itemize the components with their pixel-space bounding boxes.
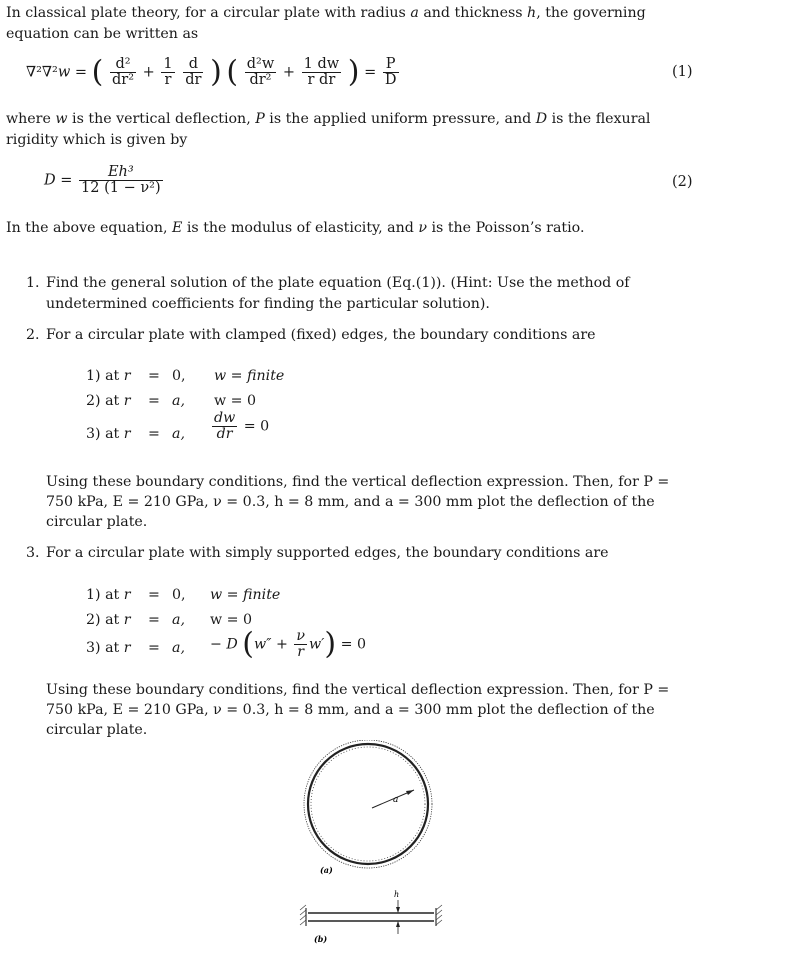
task-paragraph-simple: Using these boundary conditions, find the vertical deflection expression. Then, for P = 750 kPa, E = 210 GPa, ν = 0.3, h = 8 mm, and a = 300 mm plot the deflection of the circular plate. [46, 682, 670, 738]
bc-simple-row-3: 3) at r = a, − D (w″ + $\frac{\nu}{r}$ w′) = 0 [86, 626, 367, 662]
equation-2-number: (2) [672, 174, 693, 190]
equation-2: D = $\frac{\text{Eh³}}{\text{12 (1 − ν²)}}$ [44, 164, 161, 196]
modulus-paragraph: In the above equation, E is the modulus of elasticity, and ν is the Poisson’s ratio. [6, 220, 585, 236]
definition-paragraph: where w is the vertical deflection, P is the applied uniform pressure, and D is the flexural rigidity which is given by [6, 111, 651, 148]
list-item-1: 1. Find the general solution of the plate equation (Eq.(1)). (Hint: Use the method of undetermined coefficients for finding the particular solution). [26, 275, 630, 312]
bc-clamped-row-1: 1) at r = 0, w = finite [86, 368, 285, 384]
figure-label-b: (b) [314, 934, 328, 944]
list-item-2: 2. For a circular plate with clamped (fixed) edges, the boundary conditions are [26, 327, 596, 343]
list-item-3: 3. For a circular plate with simply supported edges, the boundary conditions are [26, 545, 609, 561]
equation-1-number: (1) [672, 64, 693, 80]
plate-figure [290, 740, 450, 960]
bc-clamped-table [86, 365, 346, 460]
bc-clamped-row-2: 2) at r = a, w = 0 [86, 393, 257, 409]
task-paragraph-clamped: Using these boundary conditions, find the vertical deflection expression. Then, for P = 750 kPa, E = 210 GPa, ν = 0.3, h = 8 mm, and a = 300 mm plot the deflection of the circular plate. [46, 474, 670, 530]
thickness-label: h [394, 890, 400, 899]
bc-clamped-row-3: 3) at r = a, $\frac{dw}{dr}$ = 0 [86, 410, 270, 442]
radius-label: a [393, 795, 399, 805]
intro-paragraph: In classical plate theory, for a circular plate with radius a and thickness h, the governing equation can be written as [6, 5, 646, 42]
plate-side-view [300, 890, 442, 944]
figure-label-a: (a) [320, 865, 333, 875]
bc-simple-row-1: 1) at r = 0, w = finite [86, 587, 281, 603]
bc-simple-table [86, 584, 386, 674]
plate-top-view [304, 740, 432, 875]
bc-simple-row-2: 2) at r = a, w = 0 [86, 612, 253, 628]
equation-1: ∇²∇²w = ( $\frac{\text{d²}}{\text{dr²}}$ + $\frac{1}{r}$ $\frac{d}{dr}$ ) ( $\frac{\text{d²w}}{\text{dr²}}$ + $\frac{1 dw}{\text{r dr}}$ ) = $\frac{P}{D}$ [26, 54, 397, 90]
